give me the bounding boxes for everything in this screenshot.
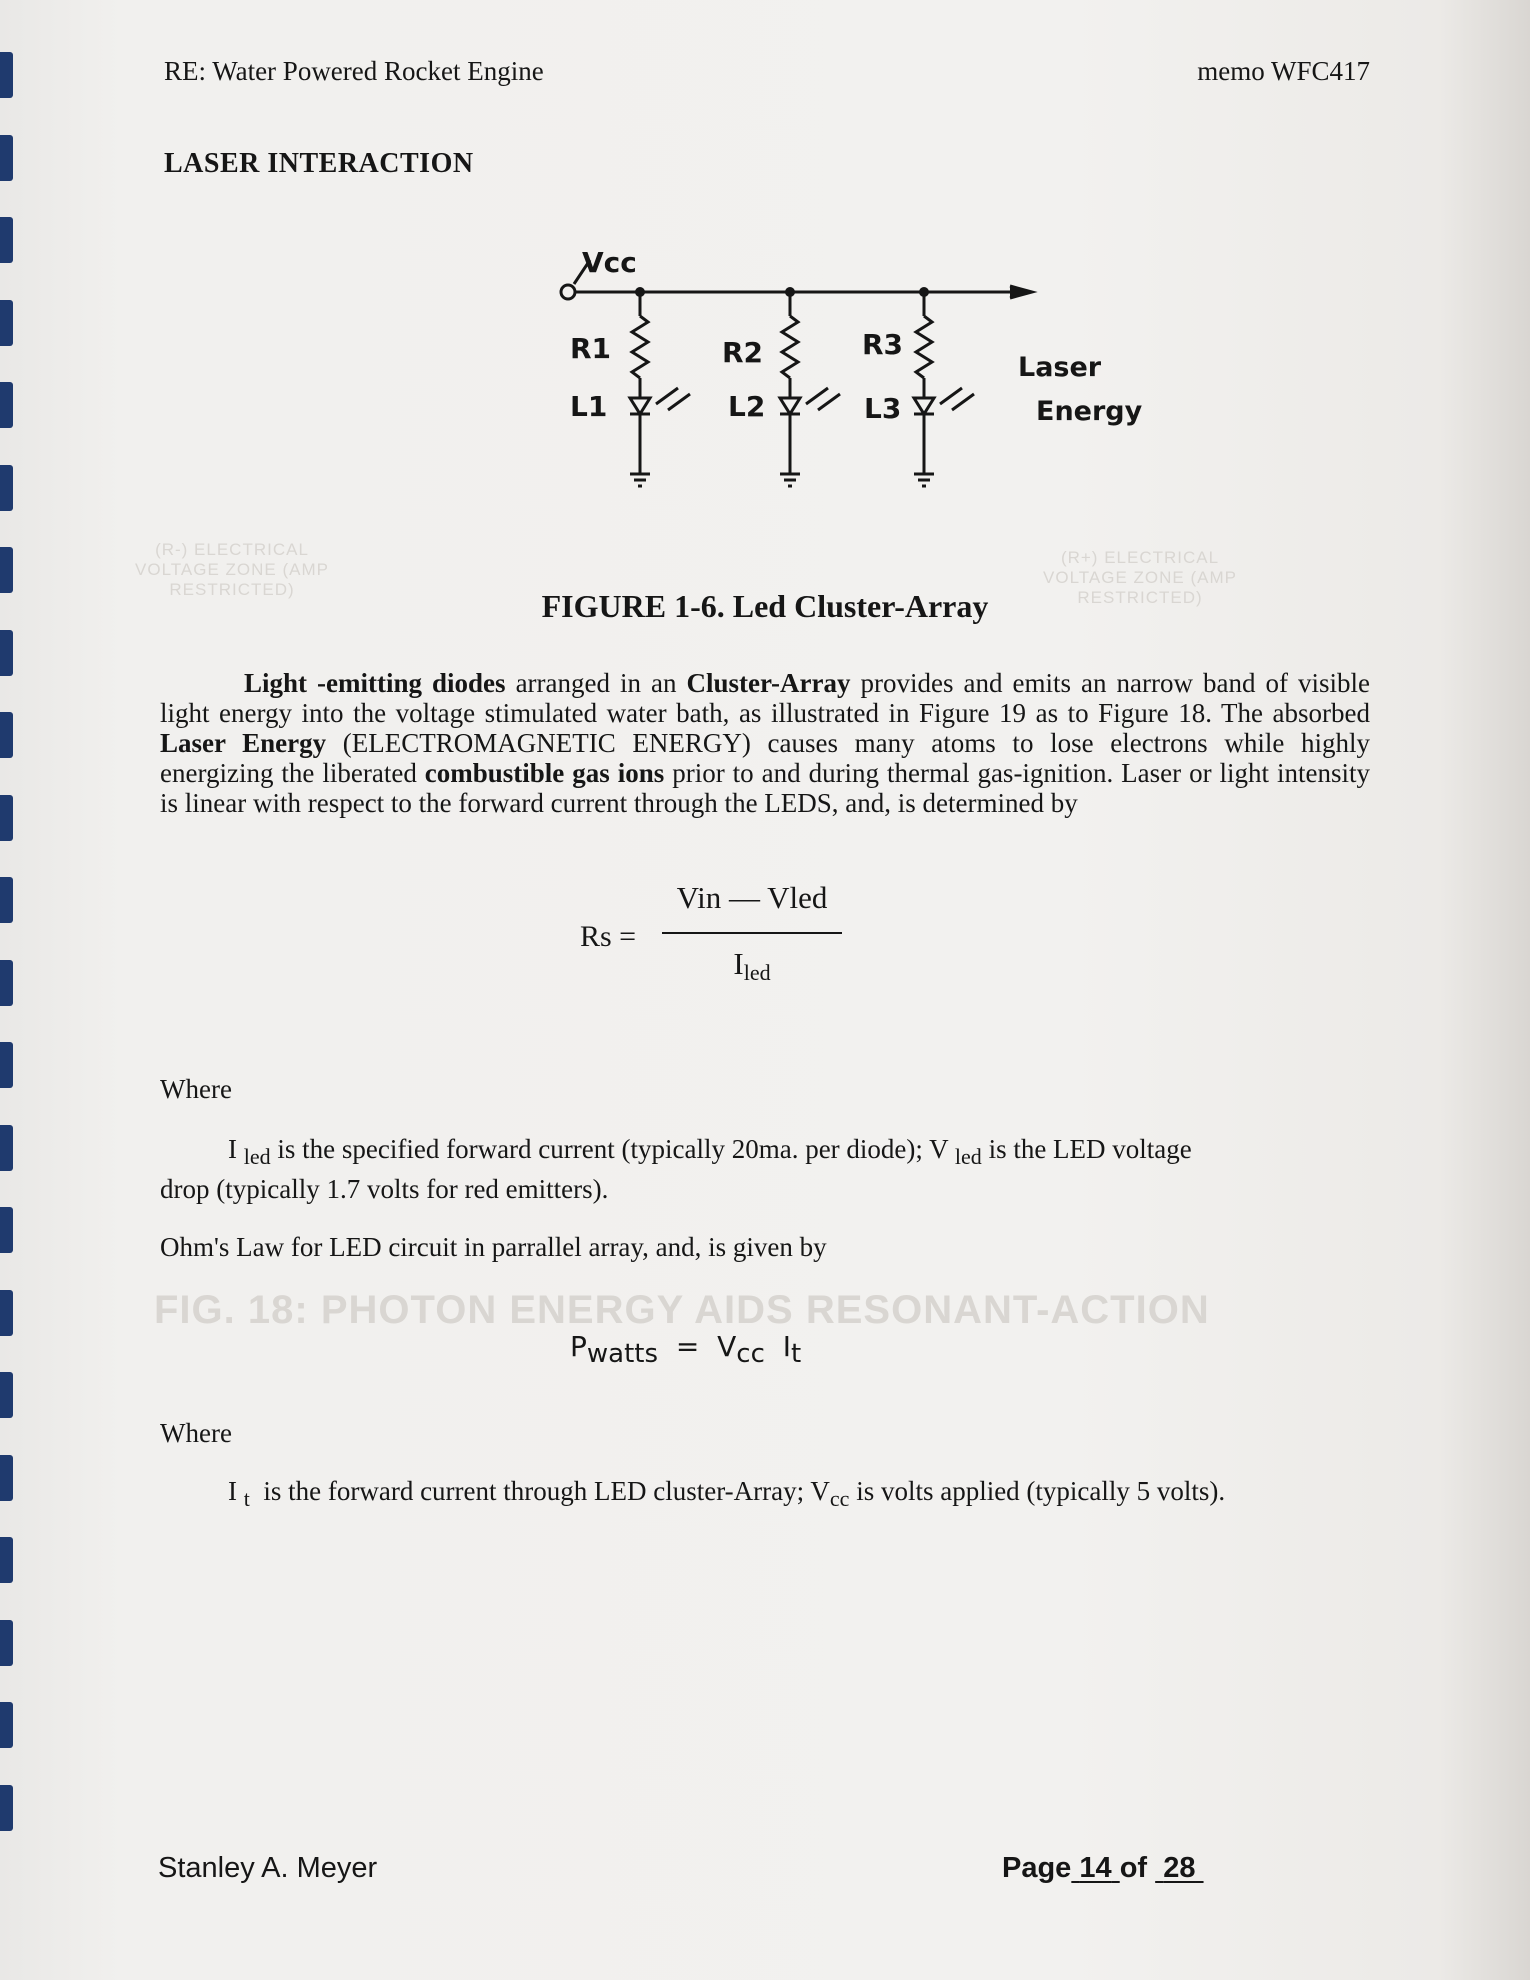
term-cluster-array: Cluster-Array xyxy=(686,668,851,698)
def1-v-subscript: led xyxy=(954,1144,982,1169)
bleed-through-heading: FIG. 18: PHOTON ENERGY AIDS RESONANT-ACTION xyxy=(154,1288,1210,1332)
where-label-2: Where xyxy=(160,1418,232,1448)
led-label-l3: L3 xyxy=(864,392,902,425)
binding-ring xyxy=(0,630,13,676)
binding-ring xyxy=(0,1372,13,1418)
formula-power-i-subscript: t xyxy=(790,1339,802,1369)
binding-ring xyxy=(0,1702,13,1748)
of-label: of xyxy=(1119,1852,1148,1884)
def2-i-subscript: t xyxy=(243,1486,250,1511)
binding-ring xyxy=(0,1455,13,1501)
formula-power xyxy=(570,1330,802,1369)
binding-ring xyxy=(0,135,13,181)
led-l2-symbol xyxy=(780,398,800,414)
resistor-label-r2: R2 xyxy=(722,336,764,369)
term-laser-energy: Laser Energy xyxy=(160,728,327,758)
resistor-r2-symbol xyxy=(782,316,798,378)
header-memo-id: memo WFC417 xyxy=(1197,56,1370,86)
formula-power-equals: = xyxy=(675,1330,700,1363)
binding-ring xyxy=(0,52,13,98)
page-current-value: 14 xyxy=(1079,1852,1112,1884)
denominator-subscript: led xyxy=(743,960,771,985)
def2-text-2: is volts applied (typically 5 volts). xyxy=(849,1476,1226,1506)
binding-ring xyxy=(0,960,13,1006)
section-title: LASER INTERACTION xyxy=(164,148,474,179)
formula-rs-numerator: Vin — Vled xyxy=(676,880,828,915)
page-label: Page xyxy=(1002,1852,1072,1884)
denominator-main: I xyxy=(733,946,744,981)
def2-text-1: is the forward current through LED cluster-Array; V xyxy=(263,1476,830,1506)
binding-ring xyxy=(0,712,13,758)
binding-ring xyxy=(0,1290,13,1336)
where-label-1: Where xyxy=(160,1074,232,1104)
binding-ring xyxy=(0,1785,13,1831)
binding-ring xyxy=(0,1537,13,1583)
header-title: RE: Water Powered Rocket Engine xyxy=(164,56,544,86)
formula-power-v-subscript: cc xyxy=(736,1339,765,1369)
led-l3-symbol xyxy=(914,398,934,414)
resistor-label-r3: R3 xyxy=(862,328,904,361)
page-total xyxy=(1155,1852,1203,1884)
footer-author: Stanley A. Meyer xyxy=(158,1852,378,1884)
definition-led-current xyxy=(228,1134,1192,1169)
vcc-label: Vcc xyxy=(582,246,637,279)
definition-led-voltage-drop: drop (typically 1.7 volts for red emitters). xyxy=(160,1174,609,1204)
binding-ring xyxy=(0,1125,13,1171)
binding-ring xyxy=(0,217,13,263)
led-cluster-circuit-diagram xyxy=(540,236,1160,516)
paragraph-text-1: arranged in an xyxy=(505,668,687,698)
vcc-terminal xyxy=(561,285,575,299)
binding-ring xyxy=(0,382,13,428)
laser-label: Laser xyxy=(1018,352,1102,383)
led-l1-symbol xyxy=(630,398,650,414)
resistor-r3-symbol xyxy=(916,316,932,378)
formula-power-p-subscript: watts xyxy=(586,1339,659,1369)
ohms-law-intro: Ohm's Law for LED circuit in parrallel array, and, is given by xyxy=(160,1232,827,1262)
led-label-l1: L1 xyxy=(570,390,608,423)
def1-i: I xyxy=(228,1134,237,1164)
formula-power-v: V xyxy=(717,1330,737,1363)
formula-rs-fraction xyxy=(662,880,842,985)
formula-rs-lhs: Rs = xyxy=(580,920,637,953)
binding-ring xyxy=(0,1042,13,1088)
binding-ring xyxy=(0,300,13,346)
formula-power-p: P xyxy=(570,1330,587,1363)
paragraph-text-2: provides and emits an narrow band of visible light energy into the voltage stimulated water bath, as illustrated in Figure 19 as to Figure 18. The absorbed xyxy=(160,668,1370,728)
resistor-r1-symbol xyxy=(632,316,648,378)
fraction-bar xyxy=(662,932,842,934)
formula-power-i: I xyxy=(782,1330,791,1363)
page-current xyxy=(1071,1852,1119,1884)
page-total-value: 28 xyxy=(1163,1852,1196,1884)
bleed-through-right-zone: (R+) ELECTRICAL VOLTAGE ZONE (AMP RESTRICTED) xyxy=(1043,548,1237,607)
led-label-l2: L2 xyxy=(728,390,766,423)
energy-label: Energy xyxy=(1036,396,1143,427)
def1-text-1: is the specified forward current (typically 20ma. per diode); V xyxy=(270,1134,955,1164)
spiral-binding xyxy=(0,0,18,1980)
resistor-label-r1: R1 xyxy=(570,332,612,365)
figure-caption: FIGURE 1-6. Led Cluster-Array xyxy=(541,588,989,624)
term-combustible-gas-ions: combustible gas ions xyxy=(424,758,665,788)
binding-ring xyxy=(0,547,13,593)
formula-rs-denominator xyxy=(733,946,771,985)
binding-ring xyxy=(0,1620,13,1666)
def2-i: I xyxy=(228,1476,237,1506)
binding-ring xyxy=(0,1207,13,1253)
def2-v-subscript: cc xyxy=(829,1486,850,1511)
binding-ring xyxy=(0,795,13,841)
paragraph-text-4: prior to and during thermal gas-ignition. Laser or light intensity is linear with respect to the forward current through the LEDS, and, is determined by xyxy=(160,758,1370,818)
def1-text-2: is the LED voltage xyxy=(981,1134,1192,1164)
definition-total-current xyxy=(228,1476,1226,1511)
paragraph-text-3: (ELECTROMAGNETIC ENERGY) causes many atoms to lose electrons while highly energizing the liberated xyxy=(160,728,1370,788)
bleed-through-left-zone: (R-) ELECTRICAL VOLTAGE ZONE (AMP RESTRICTED) xyxy=(135,540,329,599)
footer-page-number xyxy=(1002,1852,1204,1885)
binding-ring xyxy=(0,465,13,511)
def1-i-subscript: led xyxy=(243,1144,271,1169)
binding-ring xyxy=(0,877,13,923)
term-light-emitting-diodes: Light -emitting diodes xyxy=(244,668,506,698)
body-paragraph xyxy=(160,668,1370,818)
